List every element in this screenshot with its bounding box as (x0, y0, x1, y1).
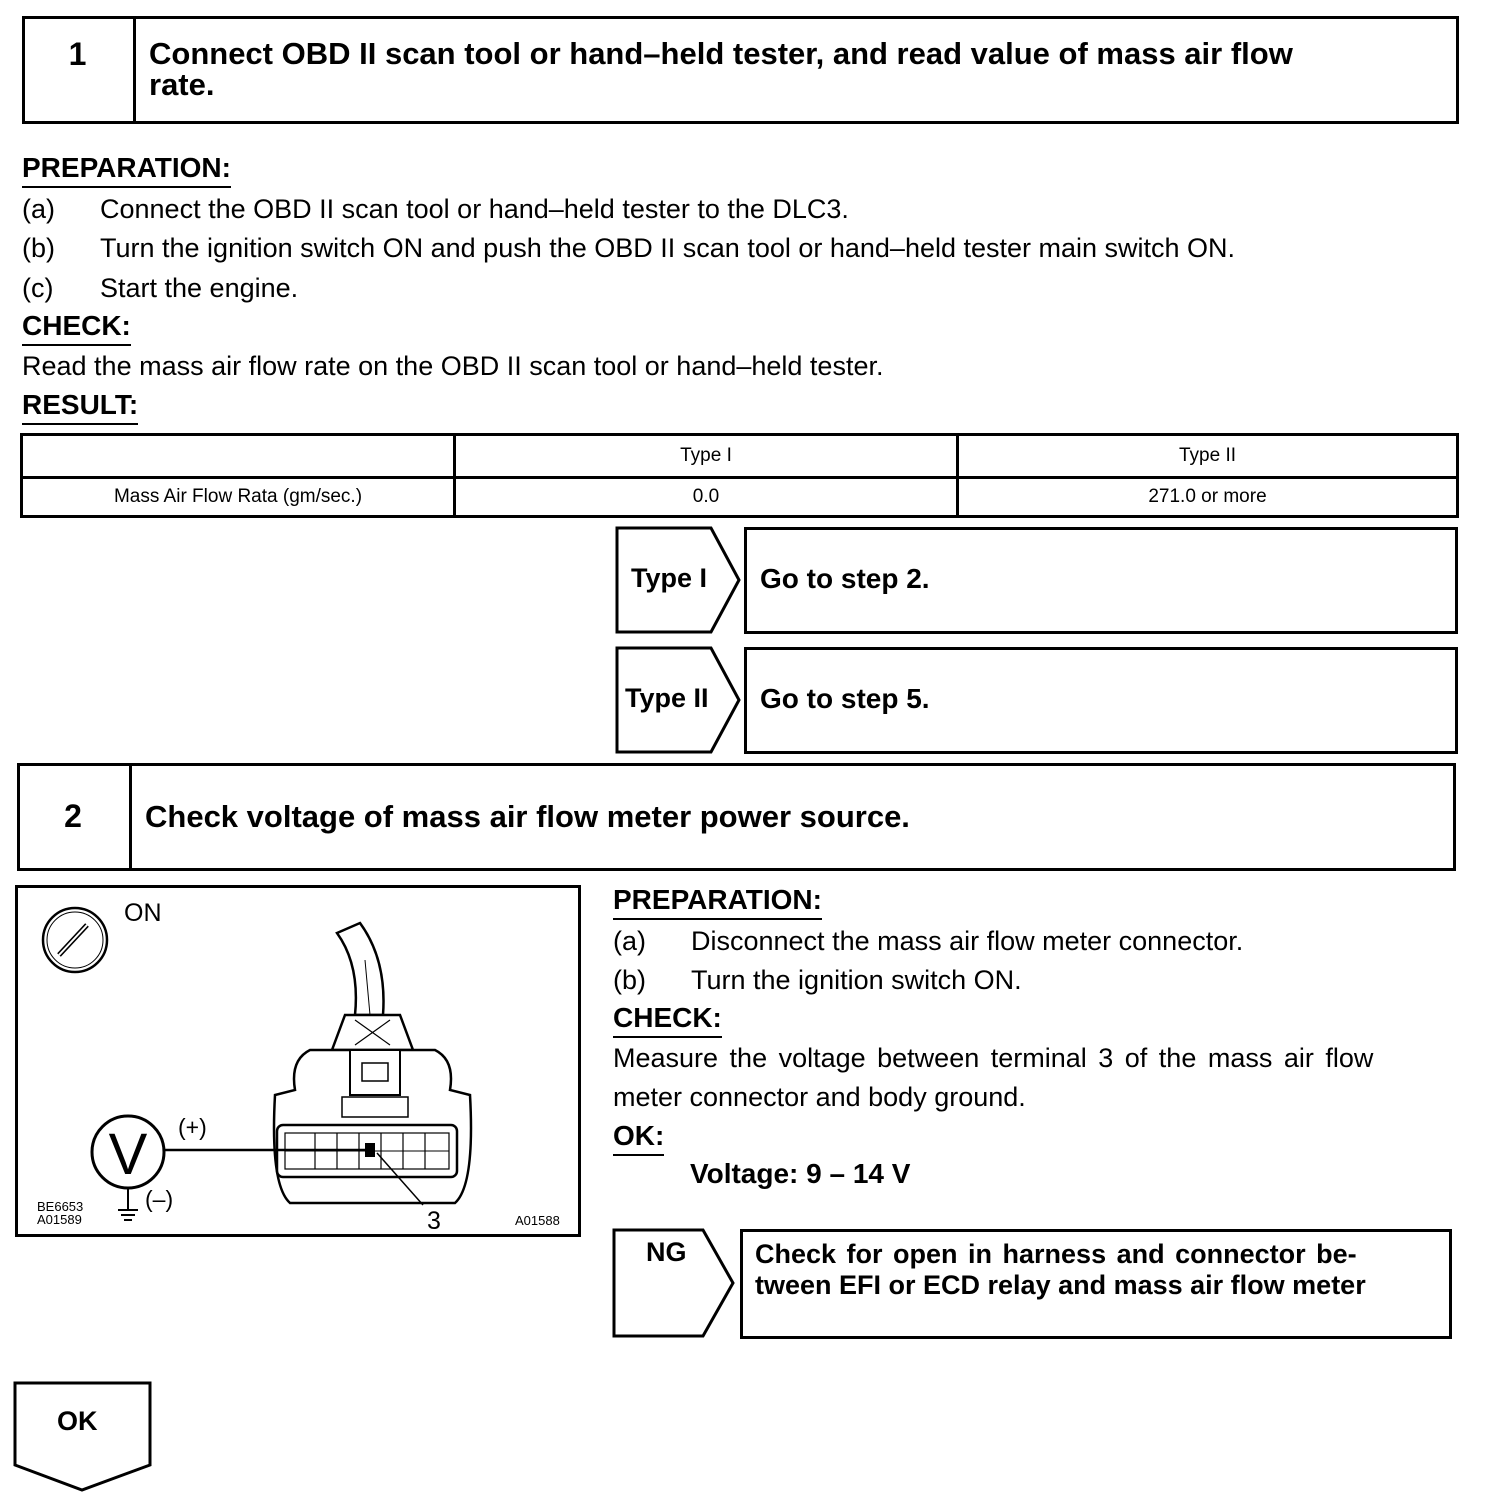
branch-action-type1: Go to step 2. (760, 563, 930, 594)
diagram-code-left-2: A01589 (37, 1212, 82, 1227)
prep1-item-b-text: Turn the ignition switch ON and push the OBD II scan tool or hand–held tester main switch ON. (100, 233, 1236, 263)
prep2-item-b (613, 964, 1022, 996)
voltmeter-icon (92, 1116, 164, 1188)
minus-label: (–) (145, 1186, 174, 1212)
diagram-code-right: A01588 (515, 1213, 560, 1228)
result-heading: RESULT: (22, 389, 138, 425)
prep2-item-a-text: Disconnect the mass air flow meter connector. (691, 926, 1244, 956)
check-heading-1: CHECK: (22, 310, 131, 346)
plus-label: (+) (178, 1114, 207, 1140)
prep1-item-a-label: (a) (22, 194, 55, 224)
prep1-item-c-label: (c) (22, 273, 54, 303)
prep1-item-c (22, 272, 298, 304)
result-table-header-row (22, 435, 1458, 478)
check1-text: Read the mass air flow rate on the OBD II scan tool or hand–held tester. (22, 351, 884, 381)
diagram-code-left-1: BE6653 (37, 1199, 84, 1214)
prep1-item-b (22, 232, 1235, 264)
prep1-item-a (22, 193, 849, 225)
step2-number: 2 (64, 798, 82, 834)
result-table-cell: 271.0 or more (958, 478, 1458, 517)
connector-diagram (15, 885, 581, 1237)
step1-number: 1 (68, 36, 87, 72)
prep2-item-a-label: (a) (613, 926, 646, 956)
prep2-item-b-label: (b) (613, 965, 646, 995)
branch-action-type2: Go to step 5. (760, 683, 930, 714)
ignition-switch-icon (43, 908, 107, 972)
prep2-item-a (613, 925, 1243, 957)
preparation-heading-1: PREPARATION: (22, 152, 231, 188)
ignition-on-label: ON (124, 899, 162, 927)
step1-divider (133, 16, 136, 124)
result-table-cell: 0.0 (455, 478, 958, 517)
result-table-cell: Mass Air Flow Rata (gm/sec.) (22, 478, 455, 517)
ok-voltage-value: Voltage: 9 – 14 V (690, 1158, 911, 1189)
check2-line2: meter connector and body ground. (613, 1082, 1026, 1112)
check2-line1: Measure the voltage between terminal 3 of the mass air flow (613, 1043, 1374, 1073)
voltmeter-label: V (108, 1122, 148, 1187)
check-heading-2: CHECK: (613, 1002, 722, 1038)
prep1-item-c-text: Start the engine. (100, 273, 299, 303)
terminal-label: 3 (427, 1207, 441, 1235)
step2-divider (129, 763, 132, 871)
ok-branch-arrow (12, 1380, 154, 1495)
ng-branch-label: NG (646, 1237, 687, 1267)
ok-heading: OK: (613, 1120, 664, 1156)
prep1-item-a-text: Connect the OBD II scan tool or hand–held tester to the DLC3. (100, 194, 849, 224)
branch-label-type2: Type II (625, 683, 709, 713)
prep2-item-b-text: Turn the ignition switch ON. (691, 965, 1022, 995)
step1-title-line2: rate. (149, 67, 215, 102)
step1-title-line1: Connect OBD II scan tool or hand–held tester, and read value of mass air flow (149, 36, 1293, 71)
wire-harness-icon (337, 923, 384, 1015)
result-table (20, 433, 1459, 518)
branch-label-type1: Type I (631, 563, 708, 593)
result-table-header-cell (22, 435, 455, 478)
result-table-header-cell: Type II (958, 435, 1458, 478)
ng-action-line2: tween EFI or ECD relay and mass air flow meter (755, 1270, 1366, 1300)
prep1-item-b-label: (b) (22, 233, 55, 263)
result-table-row (22, 478, 1458, 517)
ok-branch-label: OK (57, 1406, 98, 1436)
result-table-header-cell: Type I (455, 435, 958, 478)
step2-title: Check voltage of mass air flow meter power source. (145, 799, 910, 834)
connector-body-icon (274, 1015, 471, 1203)
ground-icon (118, 1188, 138, 1220)
preparation-heading-2: PREPARATION: (613, 884, 822, 920)
ng-action-line1: Check for open in harness and connector be- (755, 1239, 1357, 1269)
